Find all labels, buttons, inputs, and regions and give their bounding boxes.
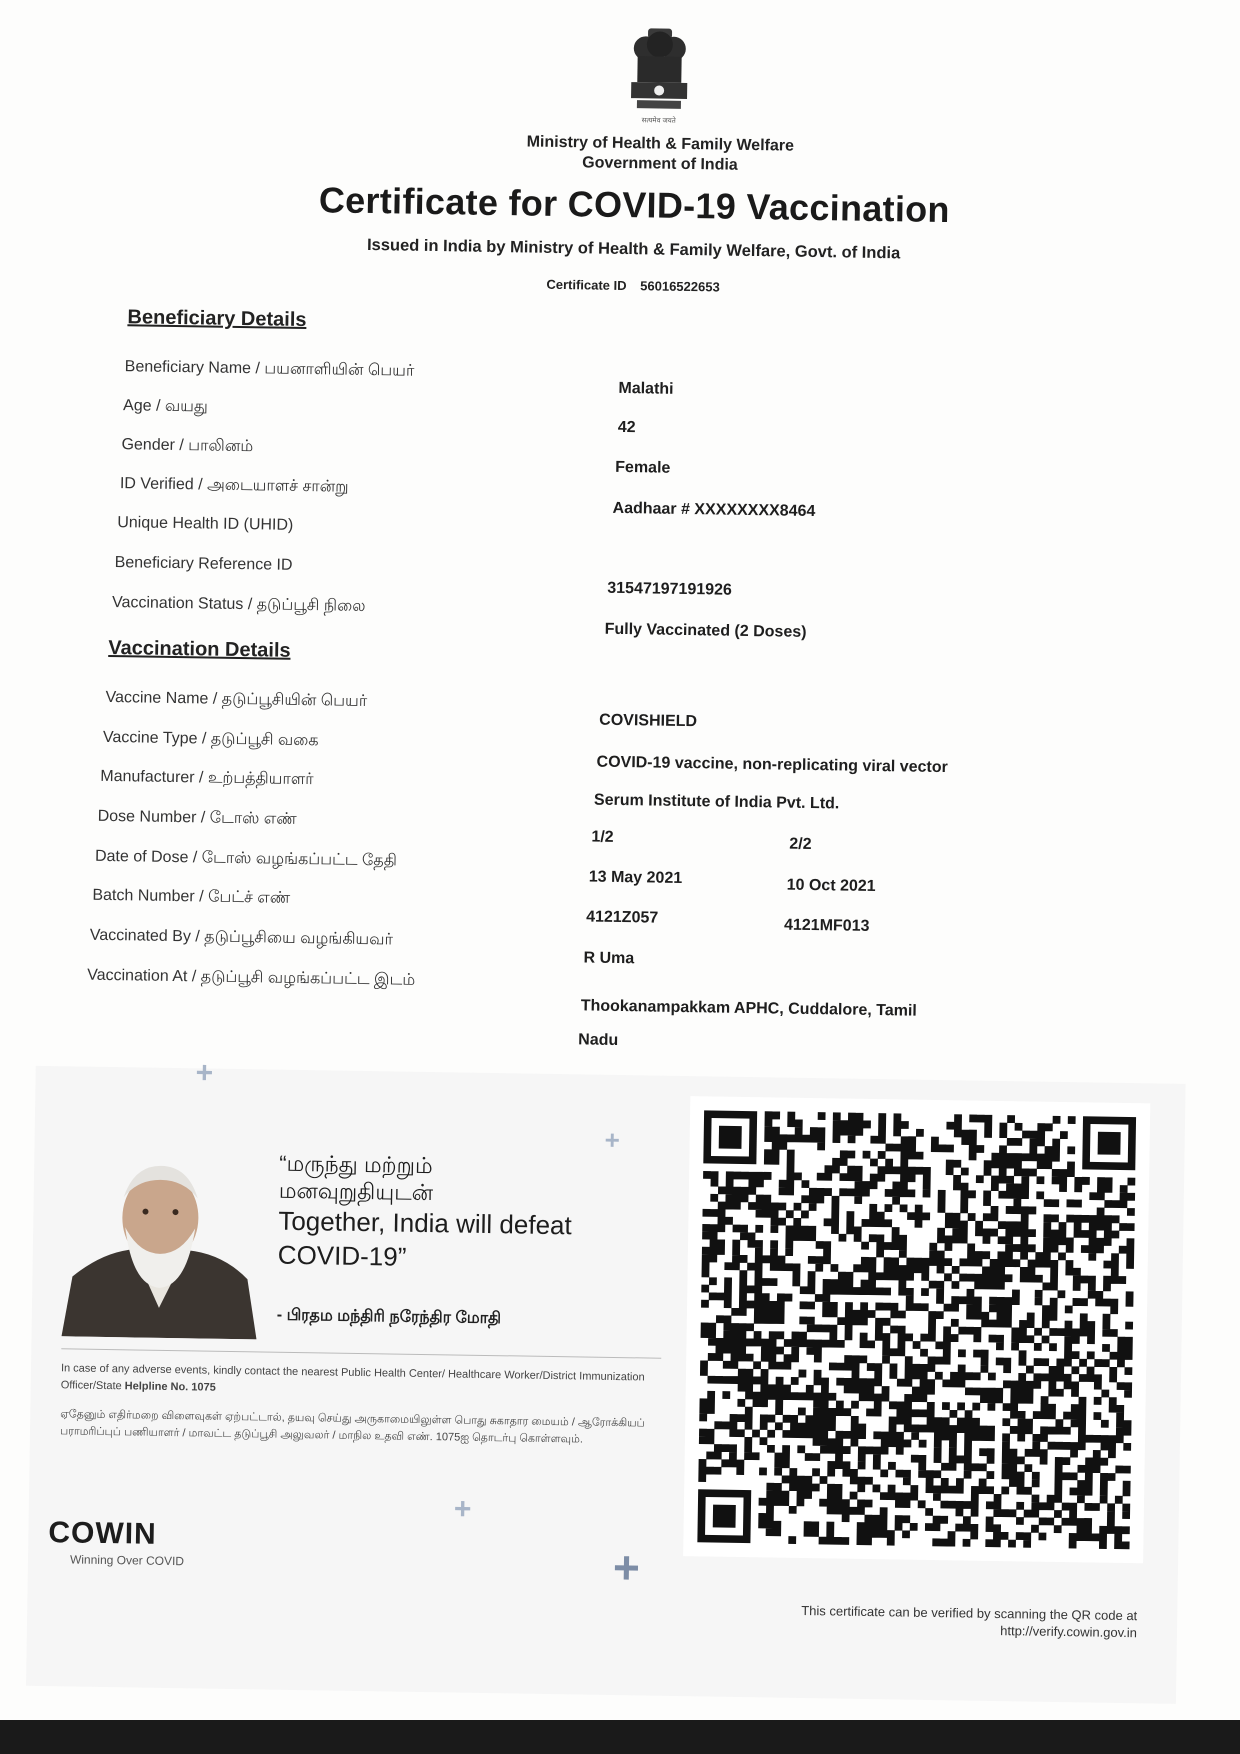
quote-tamil-line-2: மனவுறுதியுடன் [278,1177,434,1206]
certificate-title: Certificate for COVID-19 Vaccination [318,179,951,231]
batch-number-label: Batch Number / பேட்ச் எண் [92,886,291,907]
vaccination-status-value: Fully Vaccinated (2 Doses) [604,620,807,641]
national-emblem-icon [623,22,697,123]
ministry-heading [450,131,871,178]
certificate-id-label: Certificate ID [546,276,627,294]
adverse-events-text: In case of any adverse events, kindly contact the nearest Public Health Center/ Healthcare Worker/District Immunization Officer/State [60,1362,645,1393]
plus-decoration-icon: + [195,1056,214,1090]
vaccination-status-label: Vaccination Status / தடுப்பூசி நிலை [111,593,366,615]
qr-verification-note [687,1600,1137,1641]
gender-value: Female [615,458,671,477]
beneficiary-reference-id-label: Beneficiary Reference ID [114,554,293,574]
adverse-events-notice-tamil: ஏதேனும் எதிர்மறை விளைவுகள் ஏற்பட்டால், தயவு செய்து அருகாமையிலுள்ள பொது சுகாதார மையம் / ஆரோக்கியப் பராமரிப்புப் பணியாளர் / மாவட்ட தடுப்பூசி அலுவலர் / மாநில உதவி எண். 1075ஐ தொடர்பு கொள்ளவும். [59,1408,645,1446]
beneficiary-name-value: Malathi [618,379,674,398]
date-of-dose-label: Date of Dose / டோஸ் வழங்கப்பட்ட தேதி [94,847,398,870]
vaccination-details-heading: Vaccination Details [108,636,291,662]
date-of-dose-value-2: 10 Oct 2021 [786,876,876,896]
certificate-id-value: 56016522653 [640,278,720,295]
date-of-dose-value-1: 13 May 2021 [588,868,683,887]
quote-author: - பிரதம மந்திரி நரேந்திர மோதி [276,1306,502,1328]
quote-english-line-1: Together, India will defeat [278,1205,572,1241]
manufacturer-value: Serum Institute of India Pvt. Ltd. [593,791,840,813]
qr-note-line-1: This certificate can be verified by scanning the QR code at [801,1602,1138,1624]
beneficiary-details-heading: Beneficiary Details [127,306,307,332]
dose-number-value-1: 1/2 [591,828,614,846]
dose-number-label: Dose Number / டோஸ் எண் [97,807,297,828]
vaccinated-by-label: Vaccinated By / தடுப்பூசியை வழங்கியவர் [89,926,394,949]
vaccination-at-value-line2: Nadu [578,1031,619,1050]
footer-divider [61,1348,661,1358]
beneficiary-name-label: Beneficiary Name / பயனாளியின் பெயர் [124,358,415,380]
vaccination-at-label: Vaccination At / தடுப்பூசி வழங்கப்பட்ட இடம் [87,966,416,989]
batch-number-value-1: 4121Z057 [586,908,659,927]
plus-decoration-icon: + [604,1124,621,1156]
vaccine-type-label: Vaccine Type / தடுப்பூசி வகை [102,728,319,750]
plus-decoration-icon: + [612,1540,641,1594]
id-verified-label: ID Verified / அடையாளச் சான்று [119,475,349,496]
helpline-number: Helpline No. 1075 [124,1380,216,1394]
vaccinated-by-value: R Uma [583,949,635,968]
emblem-caption: सत्यमेव जयते [641,117,676,125]
vaccine-name-value: COVISHIELD [599,711,698,731]
plus-decoration-icon: + [453,1492,472,1526]
pm-quote [278,1150,640,1278]
verification-qr-code[interactable] [683,1096,1150,1563]
age-value: 42 [617,418,636,437]
manufacturer-label: Manufacturer / உற்பத்தியாளர் [100,767,314,789]
vaccine-type-value: COVID-19 vaccine, non-replicating viral vector [596,753,948,777]
batch-number-value-2: 4121MF013 [783,916,870,935]
uhid-label: Unique Health ID (UHID) [117,514,294,534]
prime-minister-portrait [62,1156,260,1339]
certificate-subtitle: Issued in India by Ministry of Health & Family Welfare, Govt. of India [366,235,901,263]
adverse-events-notice [61,1360,651,1403]
quote-english-line-2: COVID-19” [277,1239,407,1272]
age-label: Age / வயது [122,397,208,416]
id-verified-value: Aadhaar # XXXXXXXX8464 [612,499,816,521]
qr-verify-url: http://verify.cowin.gov.in [1000,1623,1138,1641]
scan-edge-bar [0,1720,1240,1754]
cowin-logo: COWIN [48,1516,157,1551]
footer-panel [26,1056,1186,1704]
quote-tamil-line-1: “மருந்து மற்றும் [279,1150,433,1179]
certificate-id [458,275,808,295]
gender-label: Gender / பாலினம் [121,436,254,456]
cowin-tagline: Winning Over COVID [69,1552,185,1569]
vaccine-name-label: Vaccine Name / தடுப்பூசியின் பெயர் [105,688,368,711]
government-line: Government of India [582,154,738,174]
beneficiary-reference-id-value: 31547197191926 [607,579,733,599]
dose-number-value-2: 2/2 [789,835,812,854]
vaccination-at-value: Thookanampakkam APHC, Cuddalore, Tamil [580,997,917,1020]
ministry-line: Ministry of Health & Family Welfare [526,133,795,155]
